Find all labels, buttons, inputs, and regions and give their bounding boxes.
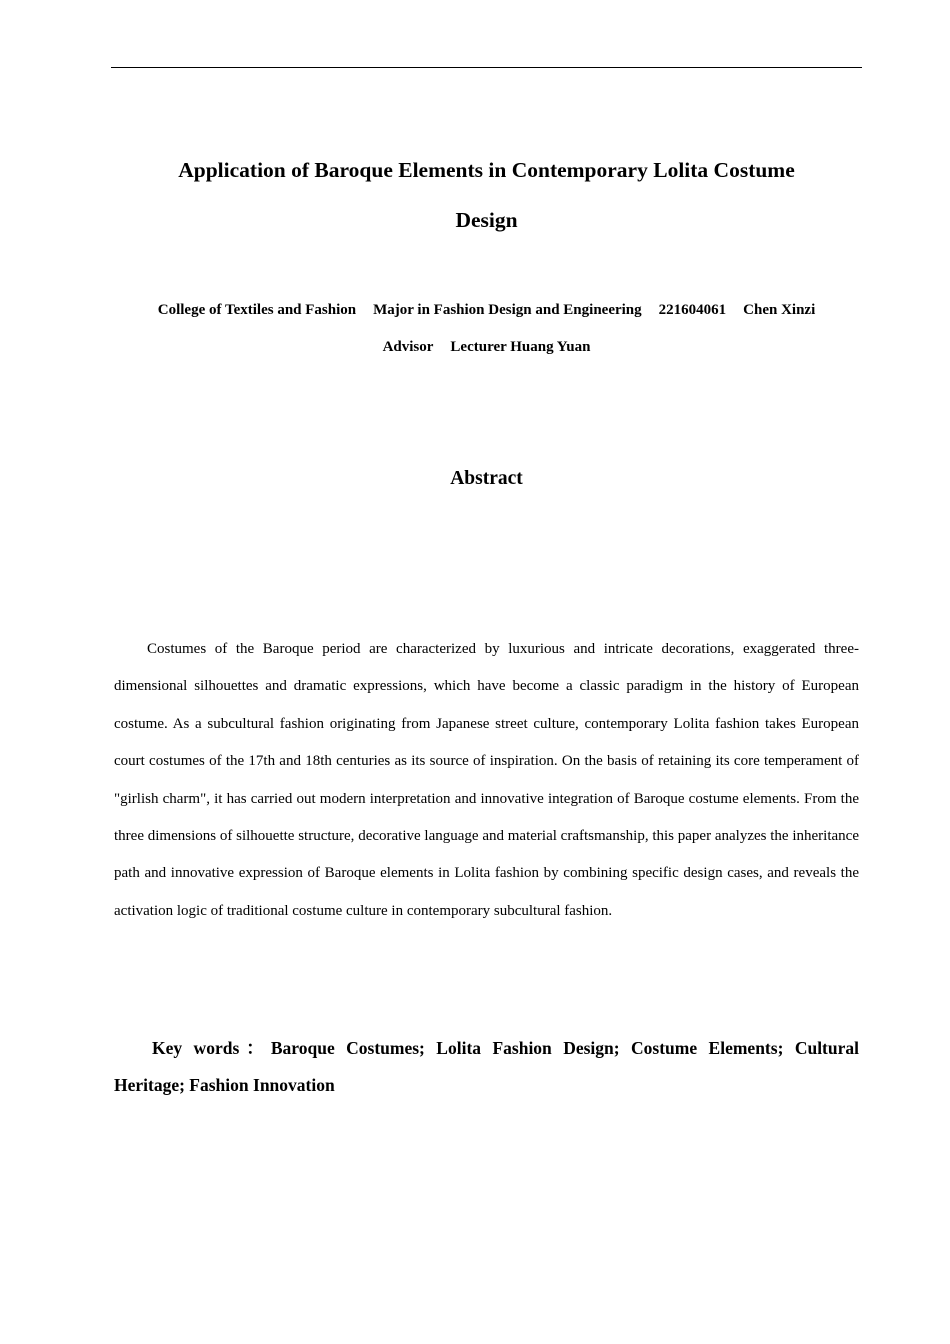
abstract-body: Costumes of the Baroque period are characterized by luxurious and intricate decorations, exaggerated three-dimensional silhouettes and dramatic expressions, which have become a classic paradigm in the history of European costume. As a subcultural fashion originating from Japanese street culture, contemporary Lolita fashion takes European court costumes of the 17th and 18th centuries as its source of inspiration. On the basis of retaining its core temperament of "girlish charm", it has carried out modern interpretation and innovative integration of Baroque costume elements. From the three dimensions of silhouette structure, decorative language and material craftsmanship, this paper analyzes the inheritance path and innovative expression of Baroque elements in Lolita fashion by combining specific design cases, and reveals the activation logic of traditional costume culture in contemporary subcultural fashion. bbox=[114, 641, 859, 919]
advisor-name: Lecturer Huang Yuan bbox=[450, 339, 591, 355]
abstract-heading: Abstract bbox=[450, 468, 523, 489]
keywords bbox=[114, 1030, 859, 1104]
keywords-list: Baroque Costumes; Lolita Fashion Design; Costume Elements; Cultural Heritage; Fashion Innovation bbox=[114, 1038, 859, 1095]
paper-title-line-1: Application of Baroque Elements in Contemporary Lolita Costume bbox=[178, 158, 795, 182]
paper-title-line-2: Design bbox=[455, 208, 518, 232]
author-name: Chen Xinzi bbox=[743, 302, 816, 318]
paper-title bbox=[111, 145, 862, 245]
advisor-label: Advisor bbox=[382, 339, 434, 355]
keywords-label: Key words： bbox=[152, 1038, 271, 1058]
student-id: 221604061 bbox=[658, 302, 727, 318]
author-info bbox=[111, 292, 862, 366]
author-info-line-2 bbox=[111, 329, 862, 366]
college-name: College of Textiles and Fashion bbox=[157, 302, 357, 318]
author-info-line-1 bbox=[111, 292, 862, 329]
header-rule bbox=[111, 67, 862, 68]
major-name: Major in Fashion Design and Engineering bbox=[373, 302, 642, 318]
